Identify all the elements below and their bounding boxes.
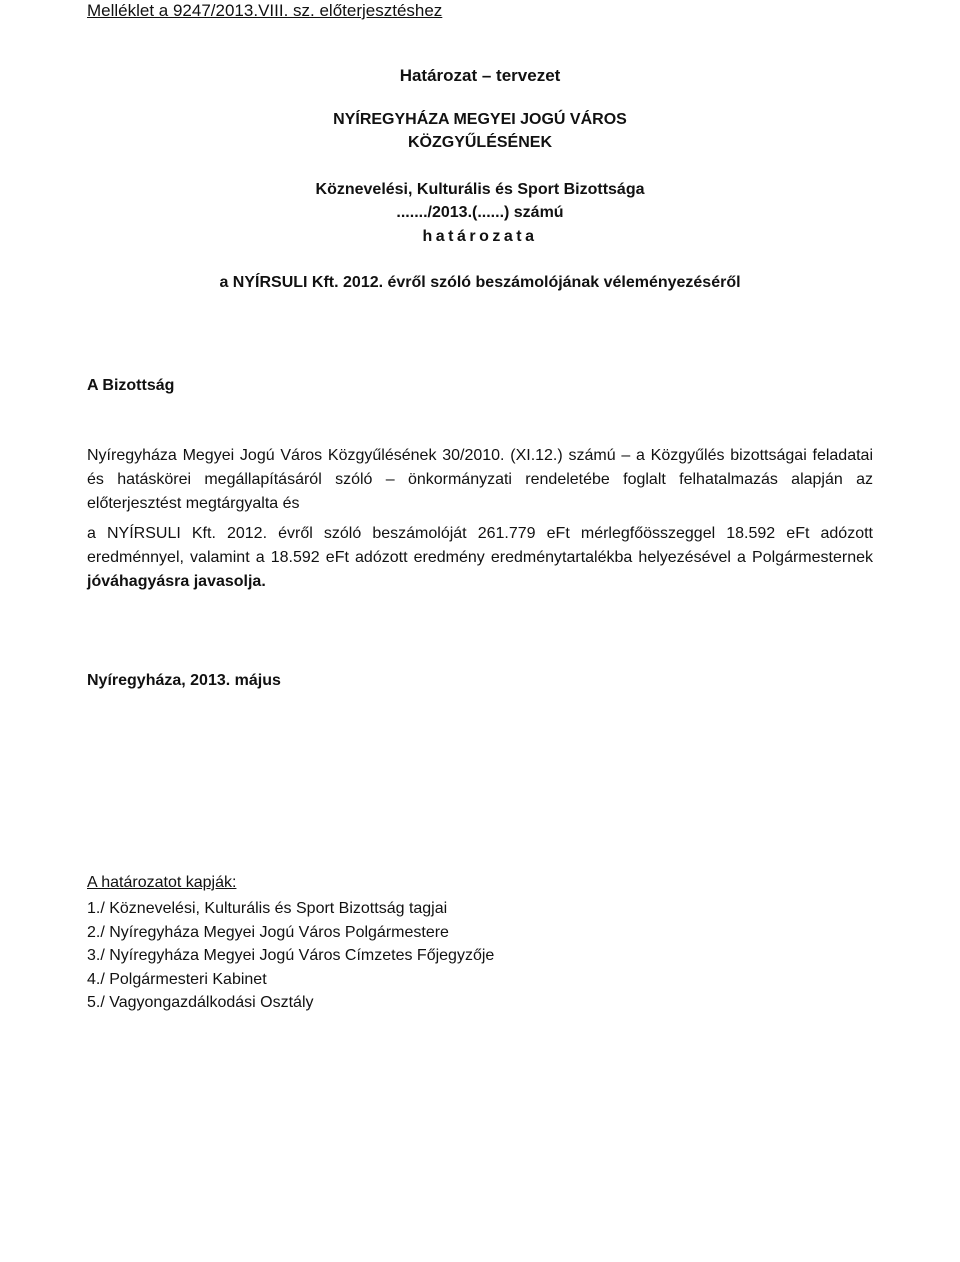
resolution-number: ......./2013.(......) számú (396, 204, 564, 221)
resolution-label: határozata (422, 228, 538, 245)
list-item: 4./ Polgármesteri Kabinet (87, 970, 267, 988)
list-item: 1./ Köznevelési, Kulturális és Sport Bizottság tagjai (87, 900, 448, 917)
list-item: 5./ Vagyongazdálkodási Osztály (87, 994, 314, 1011)
document-title: Határozat – tervezet (399, 66, 561, 85)
attachment-reference: Melléklet a 9247/2013.VIII. sz. előterjesztéshez (87, 1, 443, 20)
committee-name: Köznevelési, Kulturális és Sport Bizottsága (315, 181, 645, 198)
decision-paragraph (87, 522, 873, 594)
city-assembly-line-1: NYÍREGYHÁZA MEGYEI JOGÚ VÁROS (333, 111, 627, 128)
list-item: 2./ Nyíregyháza Megyei Jogú Város Polgármestere (87, 923, 449, 941)
resolution-subject: a NYÍRSULI Kft. 2012. évről szóló beszámolójának véleményezéséről (219, 274, 741, 291)
decision-text: a NYÍRSULI Kft. 2012. évről szóló beszámolóját 261.779 eFt mérlegfőösszeggel 18.592 eFt adózott eredménnyel, valamint a 18.592 eFt adózott eredmény eredménytartalékba helyezésével a Polgármesternek (87, 525, 873, 566)
addressee: A Bizottság (87, 377, 175, 394)
city-assembly-line-2: KÖZGYŰLÉSÉNEK (407, 134, 552, 151)
place-and-date: Nyíregyháza, 2013. május (87, 672, 281, 689)
authorization-paragraph: Nyíregyháza Megyei Jogú Város Közgyűlésének 30/2010. (XI.12.) számú – a Közgyűlés bizottságai feladatai és hatáskörei megállapításáról szóló – önkormányzati rendeletébe foglalt felhatalmazás alapján az előterjesztést megtárgyalta és (87, 447, 873, 512)
decision-emphasis: jóváhagyásra javasolja. (87, 573, 266, 590)
list-item: 3./ Nyíregyháza Megyei Jogú Város Címzetes Főjegyzője (87, 947, 495, 964)
recipients-heading: A határozatot kapják: (87, 874, 237, 891)
recipients-list (87, 897, 494, 1015)
